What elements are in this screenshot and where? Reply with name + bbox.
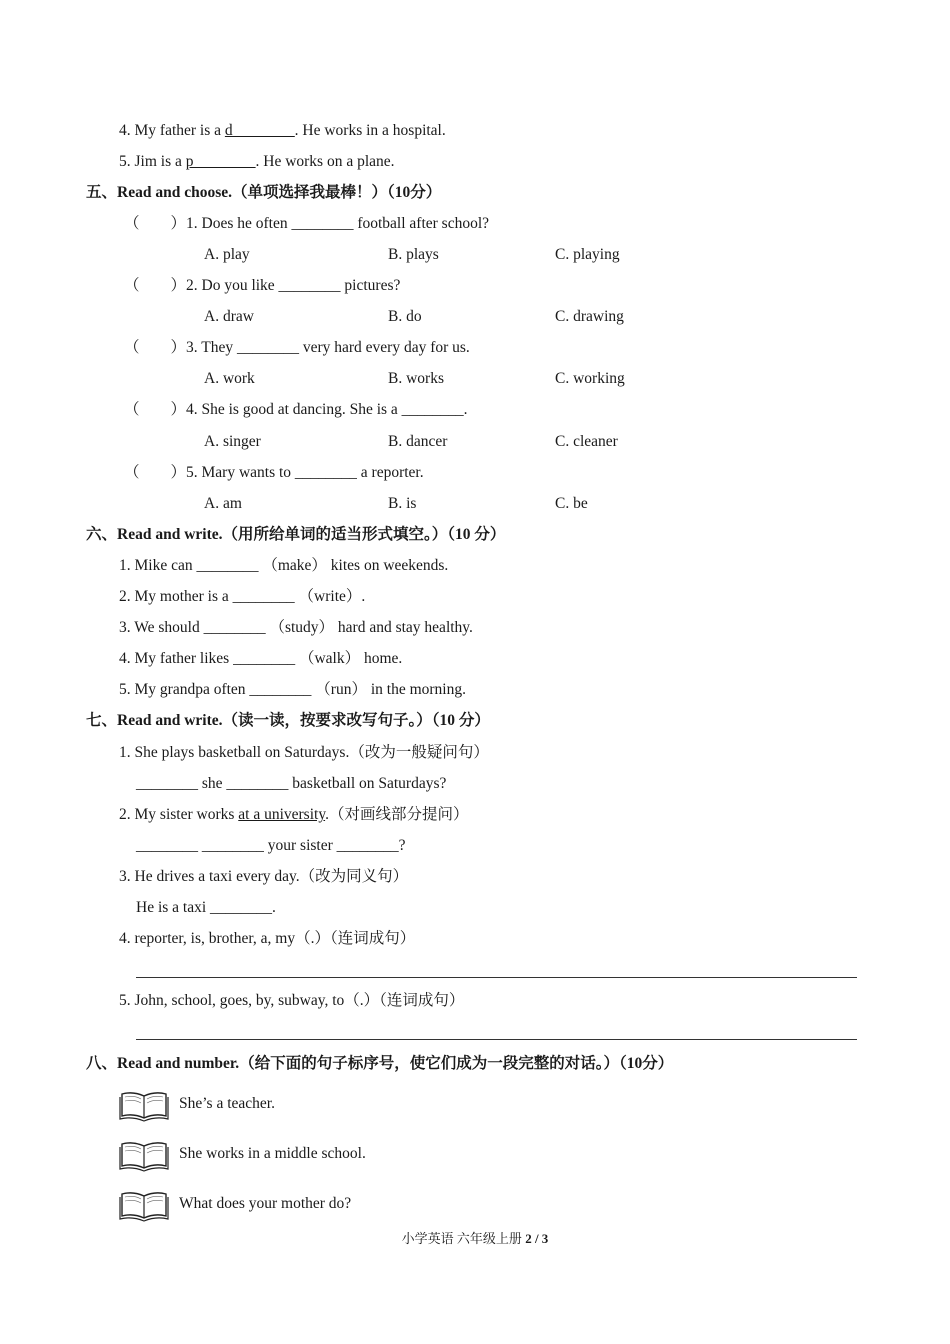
- option-a: A. work: [204, 370, 255, 387]
- option-a: A. draw: [204, 308, 254, 325]
- answer-paren[interactable]: （ ）: [124, 277, 187, 294]
- option-c: C. playing: [555, 246, 620, 263]
- option-a: A. play: [204, 246, 250, 263]
- part6-item-2: 2. My mother is a ________ （write）.: [119, 588, 366, 605]
- option-b: B. do: [388, 308, 422, 325]
- part8-item-3: What does your mother do?: [179, 1195, 352, 1212]
- answer-paren[interactable]: （ ）: [124, 401, 187, 418]
- part7-answer-line-4[interactable]: [136, 977, 857, 978]
- option-c: C. be: [555, 495, 588, 512]
- part8-item-2: She works in a middle school.: [179, 1145, 366, 1162]
- answer-paren[interactable]: （ ）: [124, 339, 187, 356]
- option-b: B. is: [388, 495, 417, 512]
- question-stem: 2. Do you like ________ pictures?: [186, 277, 401, 294]
- page-number: 2 / 3: [525, 1231, 549, 1246]
- option-c: C. cleaner: [555, 433, 618, 450]
- answer-paren[interactable]: （ ）: [124, 215, 187, 232]
- part6-item-3: 3. We should ________ （study） hard and stay healthy.: [119, 619, 473, 636]
- part6-item-4: 4. My father likes ________ （walk） home.: [119, 650, 403, 667]
- part7-question-3: 3. He drives a taxi every day.（改为同义句）: [119, 868, 409, 885]
- open-book-icon[interactable]: [119, 1138, 169, 1172]
- open-book-icon[interactable]: [119, 1188, 169, 1222]
- footer-subject: 小学英语 六年级上册: [401, 1231, 522, 1246]
- option-b: B. plays: [388, 246, 439, 263]
- part8-item-1: She’s a teacher.: [179, 1095, 275, 1112]
- option-c: C. drawing: [555, 308, 624, 325]
- answer-paren[interactable]: （ ）: [124, 464, 187, 481]
- option-a: A. singer: [204, 433, 261, 450]
- part5-heading: 五、Read and choose.（单项选择我最棒！）（10分）: [86, 184, 442, 201]
- page-footer: [0, 1229, 950, 1249]
- part4-item-5: 5. Jim is a p________. He works on a plane.: [119, 153, 395, 170]
- part6-heading: 六、Read and write.（用所给单词的适当形式填空。）（10 分）: [86, 526, 506, 543]
- part7-answer-1[interactable]: ________ she ________ basketball on Saturdays?: [136, 775, 447, 792]
- option-a: A. am: [204, 495, 242, 512]
- part7-question-5: 5. John, school, goes, by, subway, to（.）（连词成句）: [119, 992, 465, 1009]
- question-stem: 1. Does he often ________ football after school?: [186, 215, 490, 232]
- part7-answer-2[interactable]: ________ ________ your sister ________?: [136, 837, 406, 854]
- part7-answer-line-5[interactable]: [136, 1039, 857, 1040]
- part7-question-4: 4. reporter, is, brother, a, my（.）（连词成句）: [119, 930, 416, 947]
- part7-heading: 七、Read and write.（读一读，按要求改写句子。）（10 分）: [86, 712, 490, 729]
- part8-heading: 八、Read and number.（给下面的句子标序号，使它们成为一段完整的对话。）（10分）: [86, 1055, 674, 1072]
- option-b: B. dancer: [388, 433, 448, 450]
- option-c: C. working: [555, 370, 625, 387]
- part4-item-4: 4. My father is a d________. He works in a hospital.: [119, 122, 446, 139]
- question-stem: 3. They ________ very hard every day for us.: [186, 339, 470, 356]
- part7-answer-3[interactable]: He is a taxi ________.: [136, 899, 276, 916]
- question-stem: 4. She is good at dancing. She is a ________.: [186, 401, 468, 418]
- part6-item-1: 1. Mike can ________ （make） kites on weekends.: [119, 557, 449, 574]
- part7-question-1: 1. She plays basketball on Saturdays.（改为一般疑问句）: [119, 744, 489, 761]
- option-b: B. works: [388, 370, 444, 387]
- part7-question-2: 2. My sister works at a university.（对画线部分提问）: [119, 806, 469, 823]
- question-stem: 5. Mary wants to ________ a reporter.: [186, 464, 424, 481]
- open-book-icon[interactable]: [119, 1088, 169, 1122]
- part6-item-5: 5. My grandpa often ________ （run） in the morning.: [119, 681, 466, 698]
